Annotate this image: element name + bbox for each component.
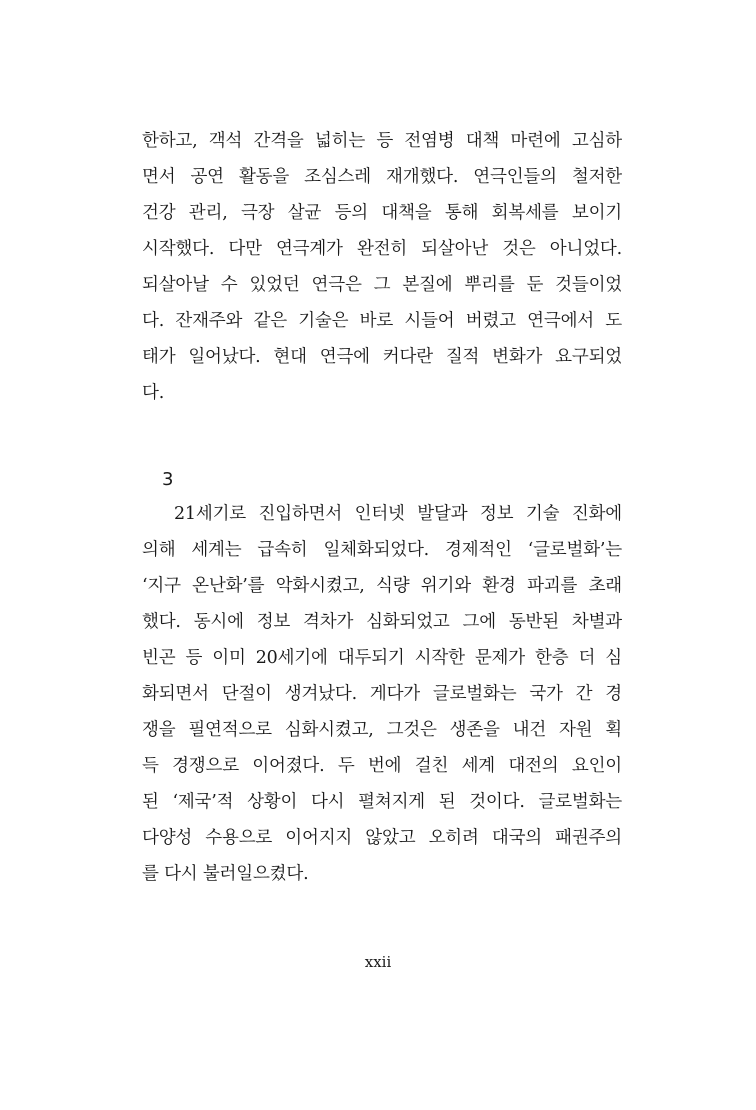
page-number: xxii (364, 953, 392, 971)
text-line: 다. (142, 383, 165, 403)
text-line: 다양성 수용으로 이어지지 않았고 오히려 대국의 패권주의 (142, 828, 622, 848)
paragraph-section-3 (142, 496, 622, 892)
text-line: 면서 공연 활동을 조심스레 재개했다. 연극인들의 철저한 (142, 167, 622, 187)
text-line: 빈곤 등 이미 20세기에 대두되기 시작한 문제가 한층 더 심 (142, 648, 622, 668)
text-line: 태가 일어났다. 현대 연극에 커다란 질적 변화가 요구되었 (142, 347, 622, 367)
text-line: 했다. 동시에 정보 격차가 심화되었고 그에 동반된 차별과 (142, 612, 622, 632)
text-line: 한하고, 객석 간격을 넓히는 등 전염병 대책 마련에 고심하 (142, 131, 622, 151)
text-line: 의해 세계는 급속히 일체화되었다. 경제적인 ‘글로벌화’는 (142, 540, 622, 560)
text-line: 되살아날 수 있었던 연극은 그 본질에 뿌리를 둔 것들이었 (142, 275, 622, 295)
text-line: 된 ‘제국’적 상황이 다시 펼쳐지게 된 것이다. 글로벌화는 (142, 792, 622, 812)
text-line: 화되면서 단절이 생겨났다. 게다가 글로벌화는 국가 간 경 (142, 684, 622, 704)
text-line: 쟁을 필연적으로 심화시켰고, 그것은 생존을 내건 자원 획 (142, 720, 622, 740)
text-line: 를 다시 불러일으켰다. (142, 864, 309, 884)
text-line: 21세기로 진입하면서 인터넷 발달과 정보 기술 진화에 (174, 504, 622, 524)
text-line: 건강 관리, 극장 살균 등의 대책을 통해 회복세를 보이기 (142, 203, 622, 223)
paragraph-continued (142, 123, 622, 411)
section-heading (142, 462, 622, 498)
section-number: 3 (162, 469, 174, 490)
text-line: 득 경쟁으로 이어졌다. 두 번에 걸친 세계 대전의 요인이 (142, 756, 622, 776)
text-line: ‘지구 온난화’를 악화시켰고, 식량 위기와 환경 파괴를 초래 (142, 576, 622, 596)
text-line: 시작했다. 다만 연극계가 완전히 되살아난 것은 아니었다. (142, 239, 622, 259)
text-line: 다. 잔재주와 같은 기술은 바로 시들어 버렸고 연극에서 도 (142, 311, 622, 331)
